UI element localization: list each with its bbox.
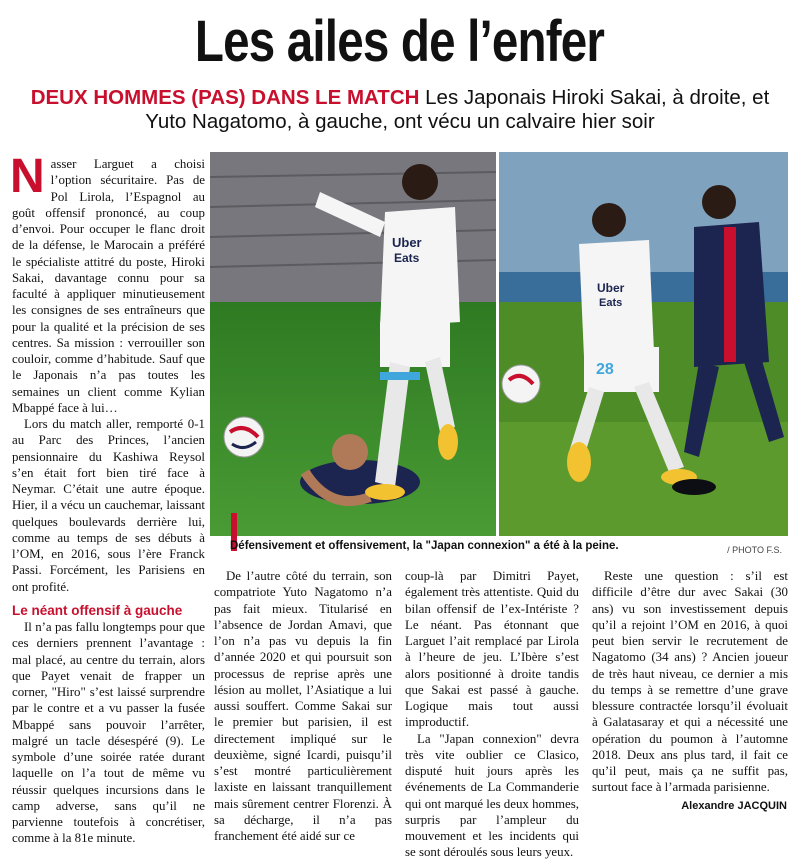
article-column-2	[214, 568, 392, 844]
article-column-4	[592, 568, 788, 796]
football-photo-icon	[210, 152, 496, 536]
svg-text:Uber: Uber	[392, 235, 422, 250]
svg-text:28: 28	[596, 361, 614, 378]
col2-paragraph-1: De l’autre côté du terrain, son compatriote Yuto Nagatomo n’a pas fait mieux. Titularisé en l’absence de Jordan Amavi, que l’on n’a pas vu depuis la fin d’année 2020 et qui poursuit son processus de reprise après une lésion au mollet, l’Asiatique a lui aussi souffert. Comme Sakai sur le premier but parisien, il est directement impliqué sur le deuxième, signé Icardi, puisqu’il s’est montré particulièrement laxiste en laissant tranquillement mais sûrement centrer Florenzi. À sa décharge, il n’a pas franchement été aidé sur ce	[214, 569, 392, 843]
col4-paragraph-1: Reste une question : s’il est difficile d’être dur avec Sakai (30 ans) vu son investissement depuis qu’il a rejoint l’OM en 2016, à quoi peut bien servir le recrutement de Nagatomo (34 ans) ? Ancien joueur de très haut niveau, ce dernier a mis du temps à se remettre d’une grave blessure contractée lorsqu’il évoluait à Galatasaray et qui a nécessité une opération du poumon à l’automne 2018. Deux ans plus tard, il fait ce qu’il peut, mais ça ne suffit pas, surtout face à l’armada parisienne.	[592, 569, 788, 795]
photo-caption: Défensivement et offensivement, la "Japan connexion" a été à la peine.	[230, 540, 619, 552]
photo-credit: / PHOTO F.S.	[727, 545, 782, 555]
deck-text: Les Japonais Hiroki Sakai, à droite, et Yuto Nagatomo, à gauche, ont vécu un calvaire hier soir	[145, 86, 770, 133]
photo-right	[499, 152, 788, 536]
col3-paragraph-2: La "Japan connexion" devra très vite oublier ce Clasico, disputé huit jours après les événements de La Commanderie qui ont marqué les deux hommes, surpris par l’ampleur du mouvement et les incidents qui se sont déroulés sous leurs yeux.	[405, 731, 579, 860]
photo-left	[210, 152, 496, 536]
svg-text:Eats: Eats	[599, 297, 623, 309]
col1-paragraph-2: Lors du match aller, remporté 0-1 au Parc des Princes, l’ancien pensionnaire du Kashiwa Reysol s’en était fort bien tiré face à Neymar. C’était une autre époque. Hier, il a vécu un cauchemar, laissant quelques boulevards derrière lui, comme au temps de ses débuts à l’OM, en 2016, sous l’ère Franck Passi. Forcément, les Parisiens en ont profité.	[12, 417, 205, 594]
article-column-1	[10, 150, 205, 847]
col1-paragraph-1: asser Larguet a choisi l’option sécuritaire. Pas de Pol Lirola, l’Espagnol au goût offensif prononcé, au coup d’envoi. Pour occuper le flanc droit de la défense, le Marocain a préféré le spécialiste attitré du poste, Hiroki Sakai, davantage connu pour sa faculté à appliquer minutieusement les consignes de ses entraîneurs que pour la qualité et la précision de ses centres. Sa mission : verrouiller son couloir, comme d’habitude. Sauf que le Japonais n’a pas toutes les semaines un client comme Kylian Mbappé face à lui…	[12, 157, 205, 415]
article-column-3	[405, 568, 579, 861]
football-photo-icon	[499, 152, 788, 536]
svg-text:Eats: Eats	[394, 251, 420, 265]
deck-kicker: DEUX HOMMES (PAS) DANS LE MATCH	[30, 86, 420, 109]
subhead: Le néant offensif à gauche	[12, 602, 183, 618]
svg-text:Uber: Uber	[597, 281, 625, 295]
col1-paragraph-3: Il n’a pas fallu longtemps pour que ces derniers prennent l’avantage : mal placé, au centre du terrain, alors que Payet venait de frapper un corner, "Hiro" s’est laissé surprendre par le contre et a vu passer la fusée Mbappé sans pouvoir l’arrêter, malgré un tacle désespéré (9). Le symbole d’une soirée ratée durant laquelle on l’a tout de même vu réussir quelques incursions dans le camp adverse, sans qu’il ne parvienne toutefois à concrétiser, comme à la 81e minute.	[12, 620, 205, 846]
dropcap: N	[10, 150, 45, 203]
deck	[20, 86, 780, 134]
headline: Les ailes de l’enfer	[194, 9, 605, 74]
author-byline: Alexandre JACQUIN	[681, 800, 787, 812]
col3-paragraph-1: coup-là par Dimitri Payet, également très attentiste. Quid du bilan offensif de l’ex-Intériste ? Le néant. Pas étonnant que Larguet l’ait remplacé par Lirola à l’heure de jeu. L’Ibère s’est alors positionné à droite tandis que Sakai est passé à gauche. Logique mais tout aussi improductif.	[405, 569, 579, 730]
